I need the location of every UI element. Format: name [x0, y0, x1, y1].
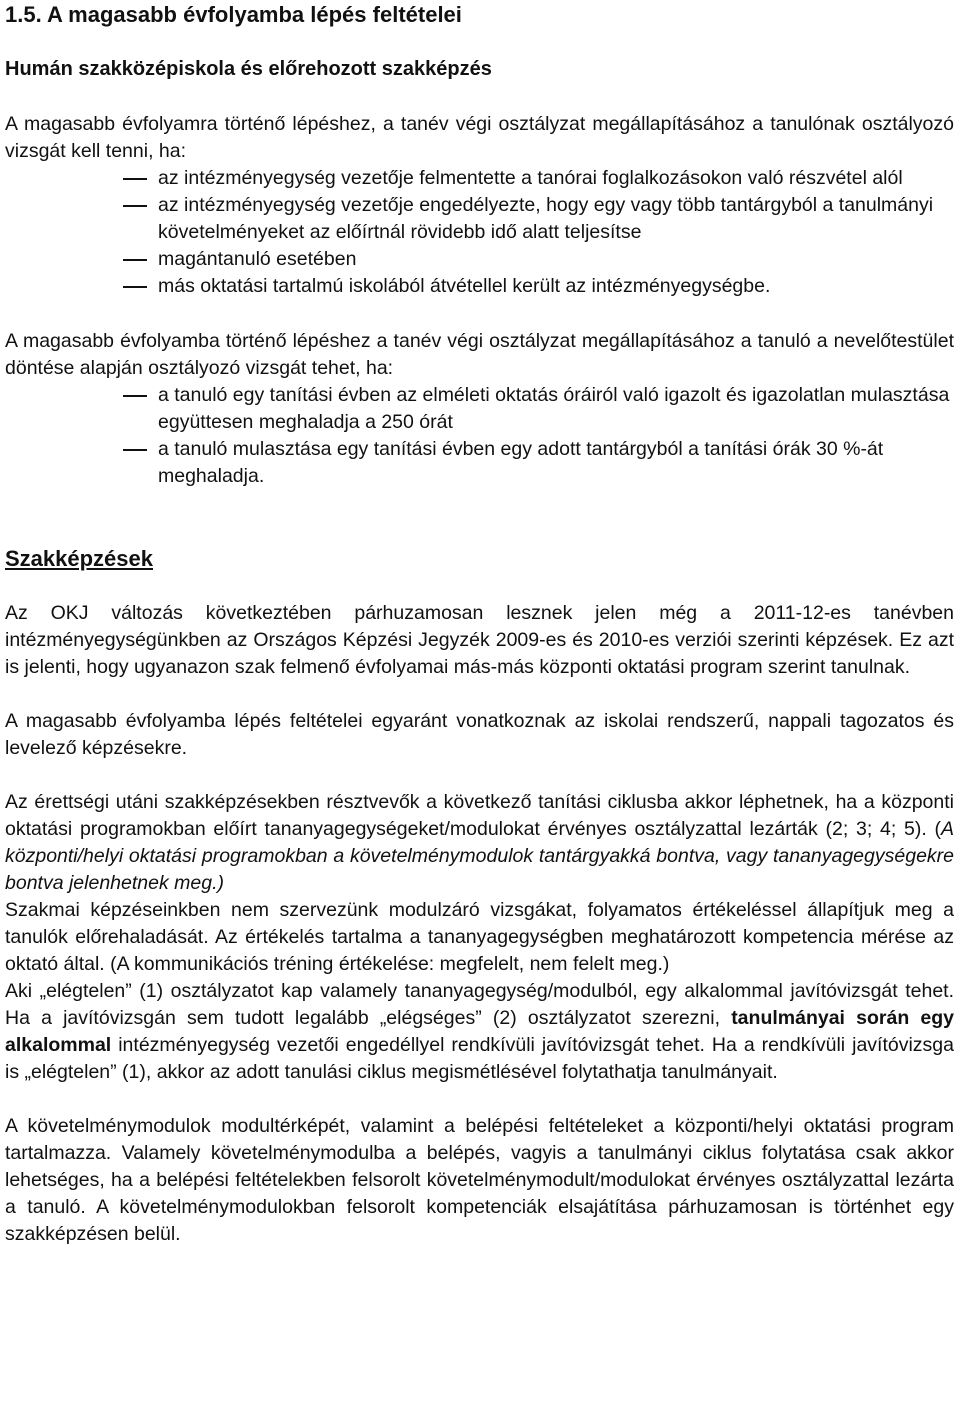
- section-subtitle: Humán szakközépiskola és előrehozott szakképzés: [5, 58, 492, 80]
- list-item: magántanuló esetében: [5, 246, 954, 273]
- szakkepzesek-heading: Szakképzések: [5, 546, 153, 571]
- list-item: a tanuló mulasztása egy tanítási évben egy adott tantárgyból a tanítási órák 30 %-át meghaladja.: [5, 436, 954, 490]
- list-item: az intézményegység vezetője felmentette a tanórai foglalkozásokon való részvétel alól: [5, 165, 954, 192]
- list-item: az intézményegység vezetője engedélyezte, hogy egy vagy több tantárgyból a tanulmányi követelményeket az előírtnál rövidebb idő alatt teljesítse: [5, 192, 954, 246]
- paragraph-javitovizsga: [5, 978, 954, 1086]
- paragraph-javitovizsga-text-b: intézményegység vezetői engedéllyel rendkívüli javítóvizsgát tehet. Ha a rendkívüli javítóvizsga is „elégtelen” (1), akkor az adott tanulási ciklus megismétlésével folytathatja tanulmányait.: [5, 1034, 954, 1083]
- paragraph-okj: Az OKJ változás következtében párhuzamosan lesznek jelen még a 2011-12-es tanévben intézményegységünkben az Országos Képzési Jegyzék 2009-es és 2010-es verziói szerinti képzések. Ez azt is jelenti, hogy ugyanazon szak felmenő évfolyamai más-más központi oktatási program szerint tanulnak.: [5, 602, 954, 678]
- block1-list: [5, 165, 954, 300]
- paragraph-javitovizsga-text-a: Aki „elégtelen” (1) osztályzatot kap valamely tananyagegység/modulból, egy alkalommal javítóvizsgát tehet. Ha a javítóvizsgán sem tudott legalább „elégséges” (2) osztályzatot szerezni,: [5, 980, 954, 1029]
- paragraph-erettsegi-text: Az érettségi utáni szakképzésekben résztvevők a következő tanítási ciklusba akkor léphetnek, ha a központi oktatási programokban előírt tananyagegységeket/modulokat érvényes osztályzattal lezárták (2; 3; 4; 5). (: [5, 791, 954, 840]
- block1-intro: A magasabb évfolyamra történő lépéshez, a tanév végi osztályzat megállapításához a tanulónak osztályozó vizsgát kell tenni, ha:: [5, 113, 954, 162]
- block2-intro: A magasabb évfolyamba történő lépéshez a tanév végi osztályzat megállapításához a tanuló a nevelőtestület döntése alapján osztályozó vizsgát tehet, ha:: [5, 330, 954, 379]
- paragraph-modulzaro: Szakmai képzéseinkben nem szervezünk modulzáró vizsgákat, folyamatos értékeléssel állapítjuk meg a tanulók előrehaladását. Az értékelés tartalma a tananyagegységben meghatározott kompetencia mérése az oktató által. (A kommunikációs tréning értékelése: megfelelt, nem felelt meg.): [5, 899, 954, 975]
- paragraph-modulterkep: A követelménymodulok modultérképét, valamint a belépési feltételeket a központi/helyi oktatási program tartalmazza. Valamely követelménymodulba a belépés, vagyis a tanulmányi ciklus folytatása csak akkor lehetséges, ha a belépési feltételekben felsorolt követelménymodult/modulokat érvényes osztályzattal lezárta a tanuló. A követelménymodulokban felsorolt kompetenciák elsajátítása párhuzamosan is történhet egy szakképzésen belül.: [5, 1115, 954, 1245]
- paragraph-erettsegi-italic: A központi/helyi oktatási programokban a követelménymodulok tantárgyakká bontva, vagy tananyagegységekre bontva jelenhetnek meg.): [5, 818, 954, 894]
- paragraph-javitovizsga-bold: tanulmányai során egy alkalommal: [5, 1007, 954, 1056]
- list-item: más oktatási tartalmú iskolából átvétellel került az intézményegységbe.: [5, 273, 954, 300]
- section-title: 1.5. A magasabb évfolyamba lépés feltételei: [5, 2, 462, 27]
- paragraph-erettsegi: [5, 789, 954, 897]
- list-item: a tanuló egy tanítási évben az elméleti oktatás óráiról való igazolt és igazolatlan mulasztása együttesen meghaladja a 250 órát: [5, 382, 954, 436]
- block2-list: [5, 382, 954, 490]
- paragraph-feltetelek: A magasabb évfolyamba lépés feltételei egyaránt vonatkoznak az iskolai rendszerű, nappali tagozatos és levelező képzésekre.: [5, 710, 954, 759]
